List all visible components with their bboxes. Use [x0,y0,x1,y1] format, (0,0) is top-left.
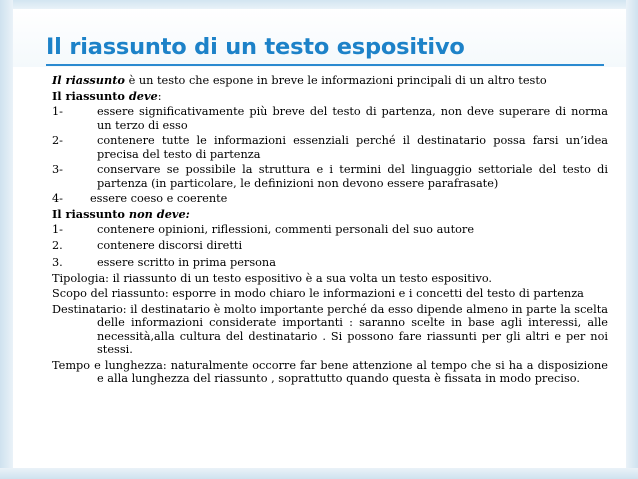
slide-body [52,74,608,386]
list-text: essere scritto in prima persona [97,256,276,269]
deve-word: deve [128,88,158,103]
definition-line [52,74,608,88]
paragraph-text: Destinatario: il destinatario è molto importante perché da esso dipende almeno in parte la scelta delle informazioni considerate importanti : saranno scelte in base agli interessi, alle necessità,alla cultura del destinatario . Si possono fare riassunti per gli altri e per noi stessi. [52,302,608,356]
paragraph-tempo [52,359,608,386]
list-text: contenere tutte le informazioni essenziali perché il destinatario possa farsi un’idea precisa del testo di partenza [97,134,608,161]
list-number: 4- [52,192,64,205]
list-number: 3. [52,256,63,269]
non-deve-heading [52,208,608,222]
frame-top [0,0,638,9]
non-deve-item-1 [52,223,608,237]
slide-title: Il riassunto di un testo espositivo [46,34,465,60]
frame-left [0,0,13,479]
definition-text: è un testo che espone in breve le informazioni principali di un altro testo [124,74,547,87]
non-deve-head: Il riassunto [52,206,129,221]
list-text: contenere discorsi diretti [97,238,243,252]
paragraph-destinatario [52,303,608,357]
list-text: essere significativamente più breve del testo di partenza, non deve superare di norma un terzo di esso [97,105,608,132]
paragraph-text: Tempo e lunghezza: naturalmente occorre far bene attenzione al tempo che si ha a disposizione e alla lunghezza del riassunto , soprattutto quando questa è fissata in modo preciso. [52,358,608,385]
deve-item-1 [52,105,608,132]
non-deve-item-2 [52,239,608,253]
list-number: 1- [52,105,64,118]
deve-head: Il riassunto [52,88,129,103]
list-number: 2. [52,238,63,252]
list-number: 1- [52,223,64,236]
non-deve-item-3 [52,256,608,270]
definition-term: Il riassunto [52,73,125,87]
list-text: contenere opinioni, riflessioni, commenti personali del suo autore [97,223,475,236]
deve-item-3 [52,163,608,190]
list-text: essere coeso e coerente [90,192,228,205]
deve-item-2 [52,134,608,161]
deve-heading [52,90,608,104]
list-number: 2- [52,134,64,147]
frame-bottom [0,468,638,479]
paragraph-scopo [52,287,608,301]
paragraph-text: Tipologia: il riassunto di un testo espositivo è a sua volta un testo espositivo. [52,271,493,285]
non-deve-word: non deve: [128,206,190,221]
title-rule [46,64,604,66]
list-number: 3- [52,163,64,176]
list-text: conservare se possibile la struttura e i termini del linguaggio settoriale del testo di partenza (in particolare, le definizioni non devono essere parafrasate) [97,163,608,190]
frame-right [626,0,638,479]
paragraph-text: Scopo del riassunto: esporre in modo chiaro le informazioni e i concetti del testo di partenza [52,287,584,300]
paragraph-tipologia [52,272,608,286]
deve-colon: : [157,89,162,103]
deve-item-4 [52,192,608,206]
